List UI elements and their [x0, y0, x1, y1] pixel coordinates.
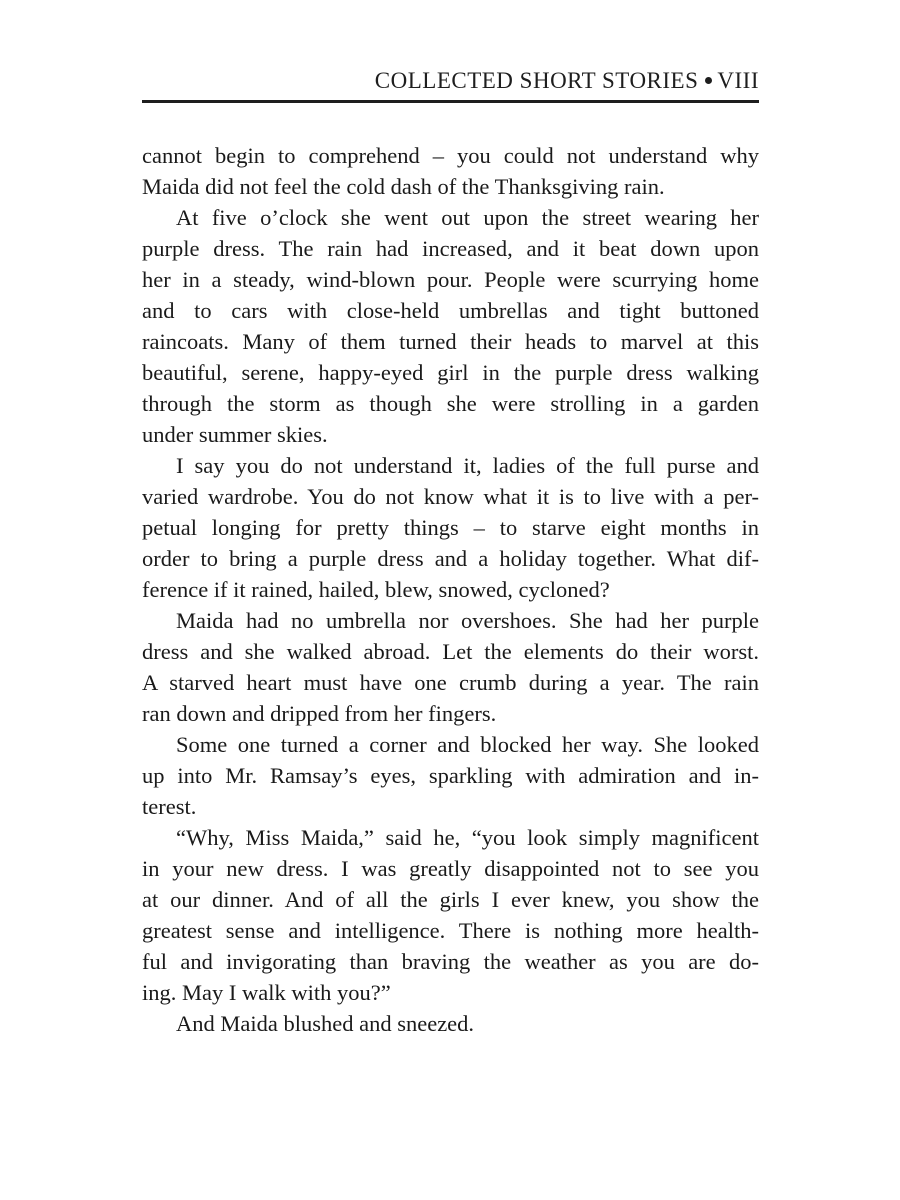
- section-number: VIII: [717, 68, 759, 93]
- text-line: in your new dress. I was greatly disappointed not to see you: [142, 856, 759, 881]
- paragraph-first-line: Some one turned a corner and blocked her way. She looked: [176, 732, 759, 757]
- text-line: under summer skies.: [142, 422, 328, 447]
- text-line: terest.: [142, 794, 197, 819]
- header-rule: [142, 100, 759, 103]
- paragraph-first-line: And Maida blushed and sneezed.: [176, 1011, 475, 1036]
- text-line: ing. May I walk with you?”: [142, 980, 391, 1005]
- text-line: raincoats. Many of them turned their heads to marvel at this: [142, 329, 759, 354]
- text-line: A starved heart must have one crumb during a year. The rain: [142, 670, 759, 695]
- book-page: [142, 0, 759, 1200]
- story-text: [142, 140, 759, 1039]
- text-line: up into Mr. Ramsay’s eyes, sparkling with admiration and in-: [142, 763, 759, 788]
- paragraph-first-line: “Why, Miss Maida,” said he, “you look simply magnificent: [176, 825, 759, 850]
- text-line: beautiful, serene, happy-eyed girl in the purple dress walking: [142, 360, 759, 385]
- text-line: ran down and dripped from her fingers.: [142, 701, 497, 726]
- text-line: and to cars with close-held umbrellas and tight buttoned: [142, 298, 759, 323]
- paragraph-first-line: Maida had no umbrella nor overshoes. She had her purple: [176, 608, 759, 633]
- text-line: purple dress. The rain had increased, and it beat down upon: [142, 236, 759, 261]
- text-line: Maida did not feel the cold dash of the Thanksgiving rain.: [142, 174, 665, 199]
- text-line: at our dinner. And of all the girls I ever knew, you show the: [142, 887, 759, 912]
- text-line: varied wardrobe. You do not know what it is to live with a per-: [142, 484, 759, 509]
- paragraph-first-line: I say you do not understand it, ladies of the full purse and: [176, 453, 759, 478]
- text-line: greatest sense and intelligence. There is nothing more health-: [142, 918, 759, 943]
- text-line: through the storm as though she were strolling in a garden: [142, 391, 759, 416]
- bullet-separator-icon: [705, 77, 712, 84]
- paragraph-first-line: At five o’clock she went out upon the street wearing her: [176, 205, 759, 230]
- text-line: cannot begin to comprehend – you could not understand why: [142, 143, 759, 168]
- text-line: ful and invigorating than braving the weather as you are do-: [142, 949, 759, 974]
- text-line: petual longing for pretty things – to starve eight months in: [142, 515, 759, 540]
- text-line: order to bring a purple dress and a holiday together. What dif-: [142, 546, 759, 571]
- running-head: [375, 68, 759, 94]
- running-title: COLLECTED SHORT STORIES: [374, 68, 699, 93]
- text-line: ference if it rained, hailed, blew, snowed, cycloned?: [142, 577, 610, 602]
- text-line: her in a steady, wind-blown pour. People were scurrying home: [142, 267, 759, 292]
- text-line: dress and she walked abroad. Let the elements do their worst.: [142, 639, 759, 664]
